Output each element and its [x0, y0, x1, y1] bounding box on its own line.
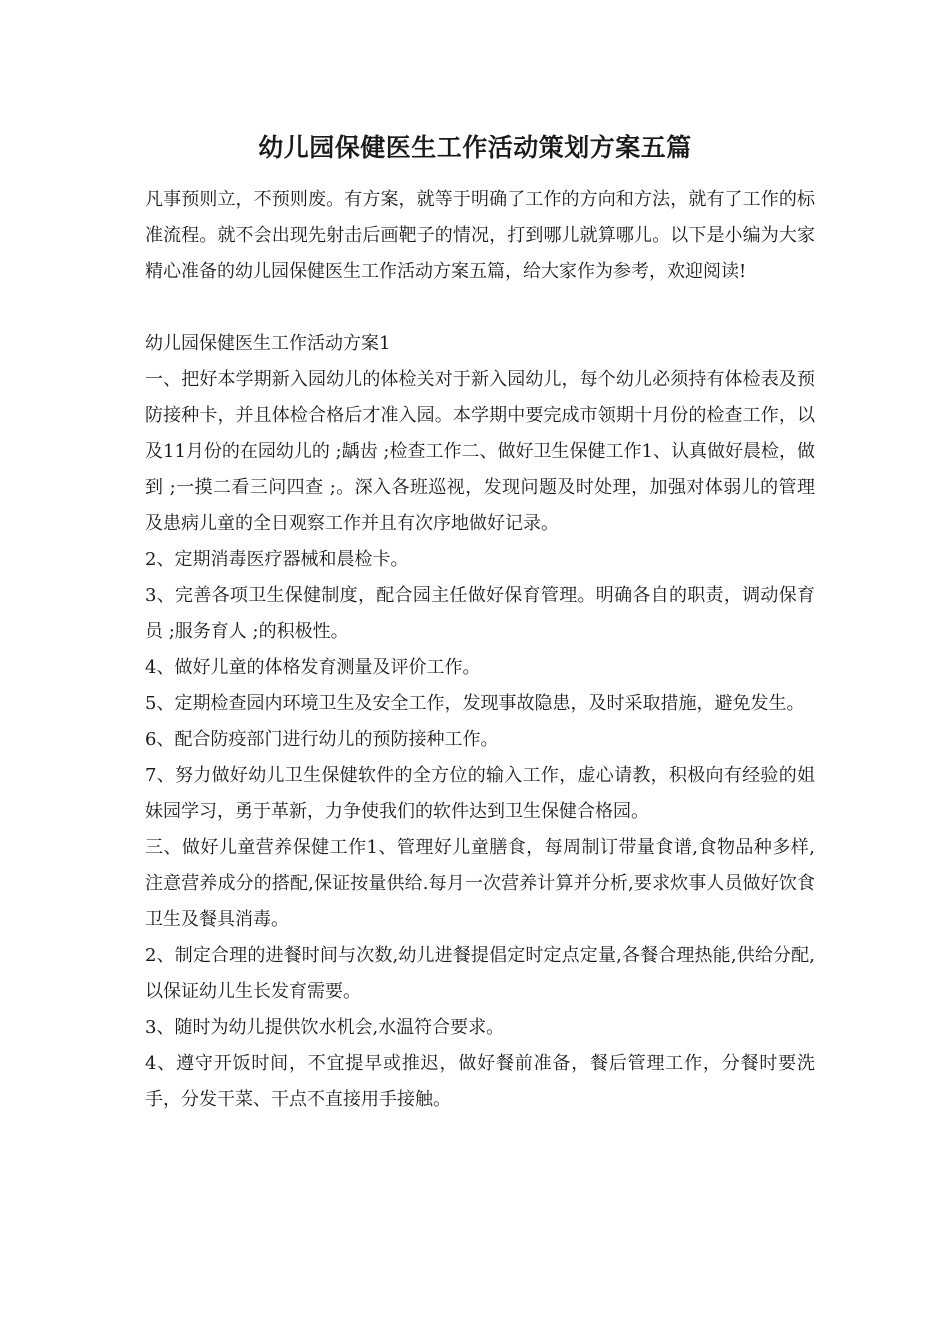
- paragraph: 一、把好本学期新入园幼儿的体检关对于新入园幼儿，每个幼儿必须持有体检表及预防接种卡，并且体检合格后才准入园。本学期中要完成市领期十月份的检查工作，以及11月份的在园幼儿的 ;龋齿 ;检查工作二、做好卫生保健工作1、认真做好晨检，做到 ;一摸二看三问四查 ;。深入各班巡视，发现问题及时处理，加强对体弱儿的管理及患病儿童的全日观察工作并且有次序地做好记录。: [145, 369, 815, 534]
- paragraph: 2、定期消毒医疗器械和晨检卡。: [145, 549, 409, 570]
- document-title: 幼儿园保健医生工作活动策划方案五篇: [258, 133, 692, 162]
- paragraph: 4、做好儿童的体格发育测量及评价工作。: [145, 657, 481, 678]
- paragraph: 4、遵守开饭时间，不宜提早或推迟，做好餐前准备，餐后管理工作，分餐时要洗手，分发干菜、干点不直接用手接触。: [145, 1053, 815, 1110]
- paragraph: 三、做好儿童营养保健工作1、管理好儿童膳食，每周制订带量食谱,食物品种多样,注意营养成分的搭配,保证按量供给.每月一次营养计算并分析,要求炊事人员做好饮食卫生及餐具消毒。: [145, 837, 815, 930]
- section-heading: 幼儿园保健医生工作活动方案1: [145, 333, 391, 354]
- paragraph: 5、定期检查园内环境卫生及安全工作，发现事故隐患，及时采取措施，避免发生。: [145, 693, 805, 714]
- document-body: [145, 182, 815, 1118]
- paragraph: 3、随时为幼儿提供饮水机会,水温符合要求。: [145, 1017, 505, 1038]
- paragraph: 7、努力做好幼儿卫生保健软件的全方位的输入工作，虚心请教，积极向有经验的姐妹园学习，勇于革新，力争使我们的软件达到卫生保健合格园。: [145, 765, 815, 822]
- paragraph: 6、配合防疫部门进行幼儿的预防接种工作。: [145, 729, 499, 750]
- intro-paragraph: 凡事预则立，不预则废。有方案，就等于明确了工作的方向和方法，就有了工作的标准流程。就不会出现先射击后画靶子的情况，打到哪儿就算哪儿。以下是小编为大家精心准备的幼儿园保健医生工作活动方案五篇，给大家作为参考，欢迎阅读!: [145, 189, 815, 282]
- paragraph: 3、完善各项卫生保健制度，配合园主任做好保育管理。明确各自的职责，调动保育员 ;服务育人 ;的积极性。: [145, 585, 815, 642]
- paragraph: 2、制定合理的进餐时间与次数,幼儿进餐提倡定时定点定量,各餐合理热能,供给分配,以保证幼儿生长发育需要。: [145, 945, 815, 1002]
